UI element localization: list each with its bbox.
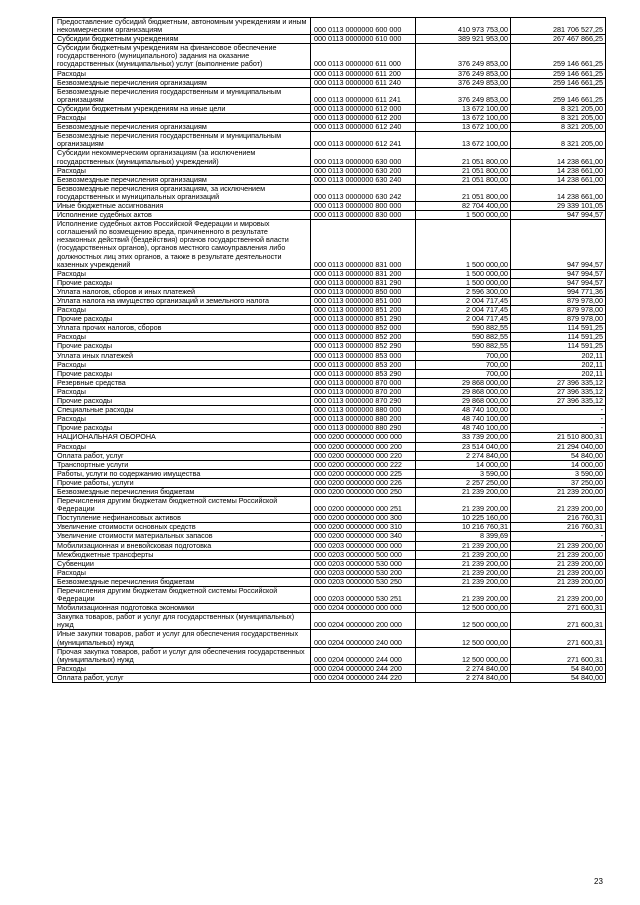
table-row: [53, 647, 606, 664]
row-code: 000 0113 0000000 831 200: [311, 269, 416, 278]
row-executed: 271 600,31: [511, 647, 606, 664]
row-executed: 21 239 200,00: [511, 559, 606, 568]
row-name: Безвозмездные перечисления государственным и муниципальным организациям: [53, 132, 311, 149]
row-executed: 3 590,00: [511, 469, 606, 478]
row-code: 000 0200 0000000 000 222: [311, 460, 416, 469]
row-code: 000 0113 0000000 612 241: [311, 132, 416, 149]
row-executed: 21 239 200,00: [511, 577, 606, 586]
row-approved: 13 672 100,00: [416, 114, 511, 123]
row-executed: 54 840,00: [511, 664, 606, 673]
table-row: [53, 220, 606, 270]
table-row: [53, 123, 606, 132]
row-approved: 21 239 200,00: [416, 550, 511, 559]
table-row: [53, 351, 606, 360]
table-row: [53, 497, 606, 514]
row-executed: -: [511, 424, 606, 433]
row-name: Прочие расходы: [53, 397, 311, 406]
row-code: 000 0113 0000000 612 240: [311, 123, 416, 132]
row-executed: 202,11: [511, 369, 606, 378]
row-approved: 13 672 100,00: [416, 123, 511, 132]
row-approved: 376 249 853,00: [416, 87, 511, 104]
row-code: 000 0113 0000000 851 200: [311, 306, 416, 315]
table-row: [53, 35, 606, 44]
row-approved: 2 596 300,00: [416, 287, 511, 296]
table-row: [53, 269, 606, 278]
row-name: Прочие расходы: [53, 369, 311, 378]
row-approved: 21 051 800,00: [416, 175, 511, 184]
row-executed: 27 396 335,12: [511, 397, 606, 406]
row-executed: 21 239 200,00: [511, 550, 606, 559]
row-name: Перечисления другим бюджетам бюджетной системы Российской Федерации: [53, 497, 311, 514]
row-approved: 376 249 853,00: [416, 44, 511, 69]
table-row: [53, 297, 606, 306]
page-number: 23: [594, 877, 603, 886]
row-code: 000 0200 0000000 000 310: [311, 523, 416, 532]
row-executed: 281 706 527,25: [511, 18, 606, 35]
row-name: Исполнение судебных актов: [53, 211, 311, 220]
row-code: 000 0113 0000000 630 242: [311, 184, 416, 201]
row-approved: 21 239 200,00: [416, 497, 511, 514]
row-approved: 21 239 200,00: [416, 577, 511, 586]
row-executed: 259 146 661,25: [511, 69, 606, 78]
row-executed: 21 239 200,00: [511, 541, 606, 550]
row-approved: 12 500 000,00: [416, 630, 511, 647]
row-executed: 947 994,57: [511, 211, 606, 220]
row-executed: 114 591,25: [511, 333, 606, 342]
table-row: [53, 324, 606, 333]
table-row: [53, 369, 606, 378]
table-row: [53, 424, 606, 433]
row-name: Безвозмездные перечисления организациям, за исключением государственных и муниципальных организаций: [53, 184, 311, 201]
row-name: Безвозмездные перечисления организациям: [53, 78, 311, 87]
table-row: [53, 559, 606, 568]
table-row: [53, 673, 606, 682]
row-code: 000 0113 0000000 611 200: [311, 69, 416, 78]
row-code: 000 0204 0000000 240 000: [311, 630, 416, 647]
row-code: 000 0113 0000000 800 000: [311, 201, 416, 210]
row-approved: 2 257 250,00: [416, 478, 511, 487]
row-approved: 13 672 100,00: [416, 104, 511, 113]
row-executed: 14 238 661,00: [511, 149, 606, 166]
row-name: Прочие работы, услуги: [53, 478, 311, 487]
row-executed: -: [511, 406, 606, 415]
row-approved: 29 868 000,00: [416, 387, 511, 396]
row-name: Транспортные услуги: [53, 460, 311, 469]
row-code: 000 0200 0000000 000 300: [311, 514, 416, 523]
row-approved: 13 672 100,00: [416, 132, 511, 149]
row-name: Расходы: [53, 387, 311, 396]
row-executed: 879 978,00: [511, 297, 606, 306]
row-executed: 202,11: [511, 351, 606, 360]
row-name: Расходы: [53, 69, 311, 78]
table-row: [53, 360, 606, 369]
row-approved: 12 500 000,00: [416, 613, 511, 630]
row-approved: 48 740 100,00: [416, 415, 511, 424]
row-approved: 590 882,55: [416, 342, 511, 351]
row-name: Иные закупки товаров, работ и услуг для обеспечения государственных (муниципальных) нужд: [53, 630, 311, 647]
row-name: Субвенции: [53, 559, 311, 568]
row-code: 000 0113 0000000 851 000: [311, 297, 416, 306]
row-approved: 700,00: [416, 369, 511, 378]
row-code: 000 0200 0000000 000 340: [311, 532, 416, 541]
row-executed: 14 000,00: [511, 460, 606, 469]
row-approved: 29 868 000,00: [416, 397, 511, 406]
row-executed: 21 239 200,00: [511, 487, 606, 496]
row-executed: 114 591,25: [511, 342, 606, 351]
row-code: 000 0113 0000000 630 240: [311, 175, 416, 184]
row-name: Расходы: [53, 269, 311, 278]
row-code: 000 0203 0000000 530 250: [311, 577, 416, 586]
row-executed: 879 978,00: [511, 315, 606, 324]
row-code: 000 0113 0000000 611 241: [311, 87, 416, 104]
row-name: Субсидии бюджетным учреждениям: [53, 35, 311, 44]
row-approved: 700,00: [416, 351, 511, 360]
row-name: Закупка товаров, работ и услуг для государственных (муниципальных) нужд: [53, 613, 311, 630]
row-name: Безвозмездные перечисления бюджетам: [53, 487, 311, 496]
table-row: [53, 433, 606, 442]
row-name: Субсидии бюджетным учреждениям на иные цели: [53, 104, 311, 113]
row-approved: 21 239 200,00: [416, 587, 511, 604]
table-row: [53, 487, 606, 496]
row-name: НАЦИОНАЛЬНАЯ ОБОРОНА: [53, 433, 311, 442]
row-code: 000 0113 0000000 853 000: [311, 351, 416, 360]
table-row: [53, 469, 606, 478]
table-body: [53, 18, 606, 683]
row-code: 000 0113 0000000 880 200: [311, 415, 416, 424]
row-name: Расходы: [53, 360, 311, 369]
row-code: 000 0204 0000000 244 000: [311, 647, 416, 664]
table-row: [53, 577, 606, 586]
row-code: 000 0113 0000000 870 000: [311, 378, 416, 387]
row-name: Расходы: [53, 568, 311, 577]
row-name: Прочие расходы: [53, 342, 311, 351]
row-executed: 114 591,25: [511, 324, 606, 333]
row-executed: 216 760,31: [511, 514, 606, 523]
table-row: [53, 278, 606, 287]
row-code: 000 0113 0000000 880 000: [311, 406, 416, 415]
row-code: 000 0200 0000000 000 250: [311, 487, 416, 496]
row-name: Уплата налога на имущество организаций и земельного налога: [53, 297, 311, 306]
row-approved: 2 004 717,45: [416, 306, 511, 315]
row-executed: 994 771,36: [511, 287, 606, 296]
row-name: Оплата работ, услуг: [53, 673, 311, 682]
row-approved: 21 051 800,00: [416, 149, 511, 166]
table-row: [53, 287, 606, 296]
table-row: [53, 132, 606, 149]
row-executed: -: [511, 532, 606, 541]
row-code: 000 0200 0000000 000 220: [311, 451, 416, 460]
row-approved: 410 973 753,00: [416, 18, 511, 35]
row-name: Межбюджетные трансферты: [53, 550, 311, 559]
table-row: [53, 378, 606, 387]
row-approved: 48 740 100,00: [416, 406, 511, 415]
table-row: [53, 315, 606, 324]
row-code: 000 0203 0000000 530 000: [311, 559, 416, 568]
row-executed: 21 510 800,31: [511, 433, 606, 442]
row-code: 000 0203 0000000 500 000: [311, 550, 416, 559]
table-row: [53, 114, 606, 123]
table-row: [53, 211, 606, 220]
table-row: [53, 532, 606, 541]
row-name: Увеличение стоимости материальных запасов: [53, 532, 311, 541]
row-executed: 8 321 205,00: [511, 104, 606, 113]
row-code: 000 0113 0000000 852 200: [311, 333, 416, 342]
row-approved: 2 274 840,00: [416, 451, 511, 460]
table-row: [53, 184, 606, 201]
row-name: Иные бюджетные ассигнования: [53, 201, 311, 210]
row-name: Уплата прочих налогов, сборов: [53, 324, 311, 333]
row-approved: 376 249 853,00: [416, 78, 511, 87]
row-code: 000 0204 0000000 244 200: [311, 664, 416, 673]
row-code: 000 0113 0000000 630 200: [311, 166, 416, 175]
table-row: [53, 478, 606, 487]
table-row: [53, 175, 606, 184]
row-approved: 14 000,00: [416, 460, 511, 469]
row-code: 000 0204 0000000 200 000: [311, 613, 416, 630]
row-name: Расходы: [53, 664, 311, 673]
table-row: [53, 87, 606, 104]
row-executed: 8 321 205,00: [511, 123, 606, 132]
row-code: 000 0113 0000000 612 000: [311, 104, 416, 113]
row-name: Расходы: [53, 306, 311, 315]
table-row: [53, 78, 606, 87]
table-row: [53, 201, 606, 210]
row-name: Расходы: [53, 415, 311, 424]
table-row: [53, 514, 606, 523]
row-executed: 21 294 040,00: [511, 442, 606, 451]
row-executed: 27 396 335,12: [511, 387, 606, 396]
row-code: 000 0113 0000000 600 000: [311, 18, 416, 35]
row-name: Безвозмездные перечисления организациям: [53, 175, 311, 184]
row-code: 000 0203 0000000 530 200: [311, 568, 416, 577]
table-row: [53, 604, 606, 613]
row-code: 000 0204 0000000 000 000: [311, 604, 416, 613]
row-approved: 21 239 200,00: [416, 559, 511, 568]
row-name: Перечисления другим бюджетам бюджетной системы Российской Федерации: [53, 587, 311, 604]
row-name: Оплата работ, услуг: [53, 451, 311, 460]
table-row: [53, 69, 606, 78]
row-approved: 23 514 040,00: [416, 442, 511, 451]
row-code: 000 0113 0000000 850 000: [311, 287, 416, 296]
row-name: Уплата налогов, сборов и иных платежей: [53, 287, 311, 296]
row-executed: 879 978,00: [511, 306, 606, 315]
row-executed: 14 238 661,00: [511, 175, 606, 184]
row-name: Прочие расходы: [53, 278, 311, 287]
row-code: 000 0113 0000000 852 290: [311, 342, 416, 351]
table-row: [53, 149, 606, 166]
row-code: 000 0113 0000000 630 000: [311, 149, 416, 166]
row-approved: 590 882,55: [416, 324, 511, 333]
table-row: [53, 333, 606, 342]
row-approved: 1 500 000,00: [416, 211, 511, 220]
row-approved: 700,00: [416, 360, 511, 369]
row-approved: 48 740 100,00: [416, 424, 511, 433]
row-executed: 267 467 866,25: [511, 35, 606, 44]
row-name: Специальные расходы: [53, 406, 311, 415]
row-approved: 21 051 800,00: [416, 184, 511, 201]
row-code: 000 0113 0000000 853 290: [311, 369, 416, 378]
row-executed: 14 238 661,00: [511, 166, 606, 175]
row-approved: 21 239 200,00: [416, 541, 511, 550]
row-code: 000 0113 0000000 880 290: [311, 424, 416, 433]
row-executed: 14 238 661,00: [511, 184, 606, 201]
row-executed: 947 994,57: [511, 278, 606, 287]
row-name: Безвозмездные перечисления бюджетам: [53, 577, 311, 586]
table-row: [53, 306, 606, 315]
row-code: 000 0204 0000000 244 220: [311, 673, 416, 682]
row-executed: 271 600,31: [511, 630, 606, 647]
table-row: [53, 342, 606, 351]
row-executed: 271 600,31: [511, 613, 606, 630]
row-executed: 21 239 200,00: [511, 587, 606, 604]
row-approved: 82 704 400,00: [416, 201, 511, 210]
table-row: [53, 104, 606, 113]
row-executed: 216 760,31: [511, 523, 606, 532]
row-code: 000 0113 0000000 870 200: [311, 387, 416, 396]
row-executed: 8 321 205,00: [511, 114, 606, 123]
row-executed: 947 994,57: [511, 269, 606, 278]
row-executed: 947 994,57: [511, 220, 606, 270]
row-code: 000 0113 0000000 852 000: [311, 324, 416, 333]
row-code: 000 0200 0000000 000 226: [311, 478, 416, 487]
table-row: [53, 541, 606, 550]
row-approved: 10 216 760,31: [416, 523, 511, 532]
row-name: Уплата иных платежей: [53, 351, 311, 360]
row-name: Расходы: [53, 114, 311, 123]
table-row: [53, 613, 606, 630]
row-approved: 12 500 000,00: [416, 604, 511, 613]
row-name: Мобилизационная подготовка экономики: [53, 604, 311, 613]
row-approved: 2 004 717,45: [416, 315, 511, 324]
row-code: 000 0200 0000000 000 000: [311, 433, 416, 442]
row-name: Поступление нефинансовых активов: [53, 514, 311, 523]
row-approved: 2 274 840,00: [416, 664, 511, 673]
row-approved: 8 399,69: [416, 532, 511, 541]
row-executed: 54 840,00: [511, 673, 606, 682]
row-executed: 29 339 101,05: [511, 201, 606, 210]
table-row: [53, 664, 606, 673]
row-code: 000 0113 0000000 870 290: [311, 397, 416, 406]
row-code: 000 0200 0000000 000 200: [311, 442, 416, 451]
table-row: [53, 460, 606, 469]
row-name: Субсидии некоммерческим организациям (за исключением государственных (муниципальных) учреждений): [53, 149, 311, 166]
row-approved: 1 500 000,00: [416, 269, 511, 278]
table-row: [53, 587, 606, 604]
table-row: [53, 630, 606, 647]
row-executed: 21 239 200,00: [511, 497, 606, 514]
table-row: [53, 166, 606, 175]
row-name: Прочие расходы: [53, 315, 311, 324]
row-executed: 37 250,00: [511, 478, 606, 487]
table-row: [53, 568, 606, 577]
table-row: [53, 397, 606, 406]
row-approved: 21 239 200,00: [416, 568, 511, 577]
table-row: [53, 18, 606, 35]
row-executed: 8 321 205,00: [511, 132, 606, 149]
row-name: Расходы: [53, 333, 311, 342]
row-name: Расходы: [53, 442, 311, 451]
row-executed: 259 146 661,25: [511, 78, 606, 87]
row-approved: 33 739 200,00: [416, 433, 511, 442]
table-row: [53, 387, 606, 396]
row-code: 000 0113 0000000 830 000: [311, 211, 416, 220]
row-code: 000 0113 0000000 611 000: [311, 44, 416, 69]
row-name: Субсидии бюджетным учреждениям на финансовое обеспечение государственного (муниципального) задания на оказание государственных (муниципальных) услуг (выполнение работ): [53, 44, 311, 69]
row-name: Прочие расходы: [53, 424, 311, 433]
table-row: [53, 415, 606, 424]
row-executed: -: [511, 415, 606, 424]
row-name: Увеличение стоимости основных средств: [53, 523, 311, 532]
table-row: [53, 550, 606, 559]
row-approved: 1 500 000,00: [416, 278, 511, 287]
row-approved: 12 500 000,00: [416, 647, 511, 664]
row-code: 000 0203 0000000 530 251: [311, 587, 416, 604]
row-name: Предоставление субсидий бюджетным, автономным учреждениям и иным некоммерческим организациям: [53, 18, 311, 35]
row-name: Резервные средства: [53, 378, 311, 387]
row-code: 000 0113 0000000 610 000: [311, 35, 416, 44]
row-name: Мобилизационная и вневойсковая подготовка: [53, 541, 311, 550]
row-name: Прочая закупка товаров, работ и услуг для обеспечения государственных (муниципальных) нужд: [53, 647, 311, 664]
row-approved: 376 249 853,00: [416, 69, 511, 78]
row-name: Расходы: [53, 166, 311, 175]
row-approved: 21 239 200,00: [416, 487, 511, 496]
row-name: Исполнение судебных актов Российской Федерации и мировых соглашений по возмещению вреда, причиненного в результате незаконных действий (бездействия) органов государственной власти (государственных органов), органов местного самоуправления либо должностных лиц этих органов, а также в результате деятельности казенных учреждений: [53, 220, 311, 270]
row-executed: 27 396 335,12: [511, 378, 606, 387]
row-code: 000 0113 0000000 611 240: [311, 78, 416, 87]
row-code: 000 0113 0000000 853 200: [311, 360, 416, 369]
row-approved: 29 868 000,00: [416, 378, 511, 387]
row-code: 000 0113 0000000 831 000: [311, 220, 416, 270]
row-approved: 389 921 953,00: [416, 35, 511, 44]
row-name: Безвозмездные перечисления организациям: [53, 123, 311, 132]
row-approved: 590 882,55: [416, 333, 511, 342]
table-row: [53, 442, 606, 451]
row-name: Безвозмездные перечисления государственным и муниципальным организациям: [53, 87, 311, 104]
row-executed: 21 239 200,00: [511, 568, 606, 577]
row-executed: 271 600,31: [511, 604, 606, 613]
row-name: Работы, услуги по содержанию имущества: [53, 469, 311, 478]
row-code: 000 0113 0000000 831 290: [311, 278, 416, 287]
budget-expenditure-table: [52, 17, 606, 683]
row-approved: 10 225 160,00: [416, 514, 511, 523]
row-executed: 259 146 661,25: [511, 44, 606, 69]
row-code: 000 0113 0000000 851 290: [311, 315, 416, 324]
row-approved: 1 500 000,00: [416, 220, 511, 270]
table-row: [53, 523, 606, 532]
row-approved: 2 274 840,00: [416, 673, 511, 682]
row-code: 000 0200 0000000 000 251: [311, 497, 416, 514]
row-code: 000 0113 0000000 612 200: [311, 114, 416, 123]
row-executed: 202,11: [511, 360, 606, 369]
table-row: [53, 451, 606, 460]
row-executed: 54 840,00: [511, 451, 606, 460]
row-approved: 2 004 717,45: [416, 297, 511, 306]
row-code: 000 0200 0000000 000 225: [311, 469, 416, 478]
row-approved: 3 590,00: [416, 469, 511, 478]
table-row: [53, 406, 606, 415]
row-executed: 259 146 661,25: [511, 87, 606, 104]
table-row: [53, 44, 606, 69]
row-code: 000 0203 0000000 000 000: [311, 541, 416, 550]
row-approved: 21 051 800,00: [416, 166, 511, 175]
